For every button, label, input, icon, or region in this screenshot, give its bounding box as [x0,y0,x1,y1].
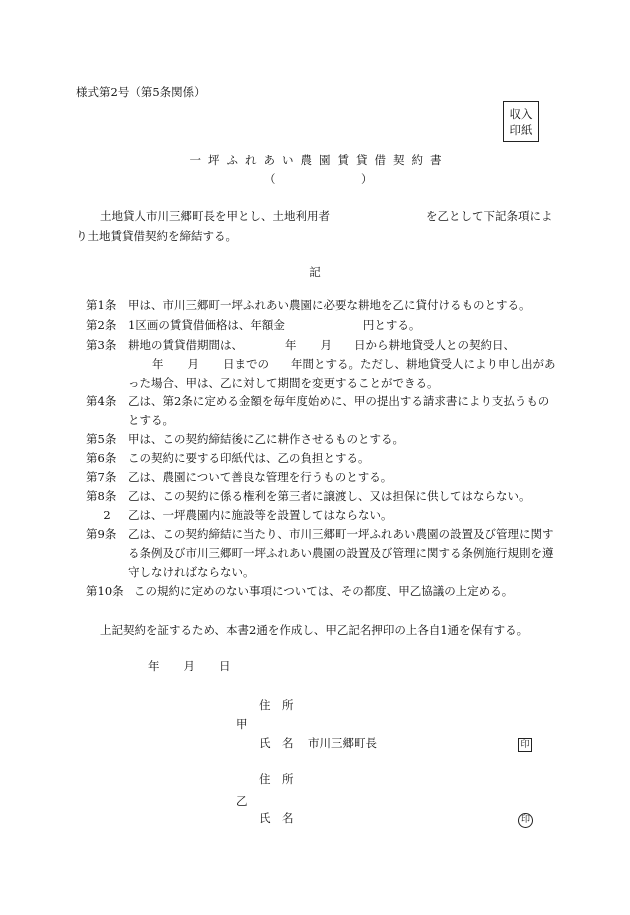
sub-clause-text: 乙は、一坪農園内に施設等を設置してはならない。 [128,508,393,523]
article-7 [86,468,560,487]
year-label: 年 [285,338,297,352]
article-text: 乙は、この契約に係る権利を第三者に譲渡し、又は担保に供してはならない。 [128,489,531,503]
document-title: 一坪ふれあい農園賃貸借契約書 [189,153,449,167]
ki-heading: 記 [309,265,321,279]
title-paren-open: （ [264,172,276,186]
article-number: 第10条 [86,584,124,598]
form-number: 様式第2号（第5条関係） [76,85,206,99]
article-text: 乙は、第2条に定める金額を毎年度始めに、甲の提出する請求書により支払うものとする。 [128,394,550,428]
intro-part-1: 土地貸人市川三郷町長を甲とし、土地利用者 [100,209,330,223]
article-number: 第1条 [86,298,117,312]
party-a-seal [518,734,532,753]
revenue-stamp-box [503,101,539,142]
year-label: 年 [152,357,164,372]
article-10 [86,582,560,601]
party-a-address-label: 住 所 [259,698,294,712]
article-text-c: 日までの [223,357,269,372]
witness-clause: 上記契約を証するため、本書2通を作成し、甲乙記名押印の上各自1通を保有する。 [100,623,529,637]
article-number: 第5条 [86,432,117,446]
contract-date [148,657,231,676]
title-paren-close: ） [361,172,373,186]
article-4 [86,392,560,430]
month-label: 月 [187,357,199,372]
stamp-label-1: 収入 [509,106,533,121]
seal-square-icon: 印 [518,738,532,752]
article-text: 1区画の賃貸借価格は、年額金 [128,318,285,332]
article-number: 第2条 [86,318,117,332]
sub-clause-number: 2 [103,508,111,523]
article-5 [86,430,560,449]
intro-part-2: を乙として下記条項により土地賃貸借契約を締結する。 [76,209,553,243]
article-text: 甲は、市川三郷町一坪ふれあい農園に必要な耕地を乙に貸付けるものとする。 [128,298,531,312]
article-text: 乙は、この契約締結に当たり、市川三郷町一坪ふれあい農園の設置及び管理に関する条例及び市川三郷町一坪ふれあい農園の設置及び管理に関する条例施行規則を遵守しなければならない。 [128,527,554,580]
article-9 [86,525,560,582]
party-b-seal [518,809,533,828]
article-text-b: 日から耕地貸受人との契約日、 [354,338,515,352]
party-a-name-value: 市川三郷町長 [308,736,377,750]
article-text: 耕地の賃貸借期間は、 [128,338,243,352]
date-year: 年 [148,659,160,673]
article-number: 第7条 [86,470,117,484]
article-number: 第6条 [86,451,117,465]
stamp-label-2: 印紙 [509,122,533,137]
article-text: 乙は、農園について善良な管理を行うものとする。 [128,470,393,484]
party-b-address-label: 住 所 [259,772,294,786]
article-2 [86,316,560,335]
party-b-name-label: 氏 名 [259,811,294,825]
intro-paragraph [76,206,560,246]
party-a-label: 甲 [236,717,248,731]
article-3 [86,336,560,393]
article-8 [86,487,560,525]
article-text: この契約に要する印紙代は、乙の負担とする。 [128,451,370,465]
article-number: 第9条 [86,527,117,541]
article-text-d: 年間とする。ただし、耕地貸受人により申し出があった場合、甲は、乙に対して期間を変更することができる。 [128,357,556,391]
article-1 [86,296,560,315]
article-number: 第3条 [86,338,117,352]
article-number: 第4条 [86,394,117,408]
article-text: この規約に定めのない事項については、その都度、甲乙協議の上定める。 [134,584,514,598]
date-day: 日 [219,659,231,673]
article-6 [86,449,560,468]
party-b-label: 乙 [236,794,248,808]
article-text: 甲は、この契約締結後に乙に耕作させるものとする。 [128,432,404,446]
seal-round-icon: 印 [518,813,533,828]
article-text-b: 円とする。 [362,318,421,332]
month-label: 月 [320,338,332,352]
article-number: 第8条 [86,489,117,503]
party-a-name-label: 氏 名 [259,736,294,750]
date-month: 月 [183,659,195,673]
